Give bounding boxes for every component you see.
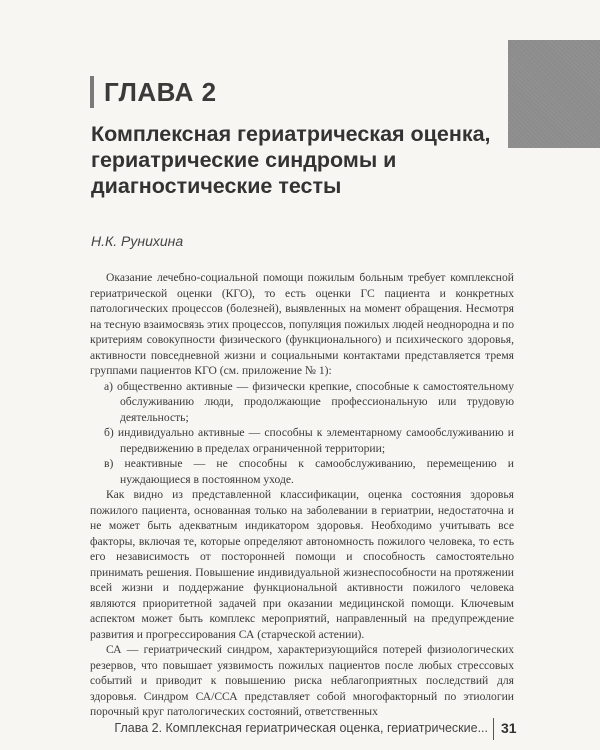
paragraph: Как видно из представленной классификации, оценка состояния здоровья пожилого пациента, основанная только на заболевании в гериатрии, недостаточна и не может быть адекватным индикатором здоровья. Необходимо учитывать все факторы, включая те, которые определяют автономность пожилого человека, то есть его независимость от посторонней помощи и способность самостоятельно принимать решения. Повышение индивидуальной жизнеспособности на протяжении всей жизни и поддержание функциональной активности пожилого человека являются приоритетной задачей при оказании медицинской помощи. Ключевым аспектом может быть комплекс мероприятий, направленный на предупреждение развития и прогрессирования СА (старческой астении). bbox=[90, 488, 514, 641]
author-name: Н.К. Рунихина bbox=[91, 233, 184, 249]
chapter-thumb-tab bbox=[508, 40, 600, 148]
list-item: б) индивидуально активные — способны к элементарному самообслуживанию и передвижению в пределах ограниченной территории; bbox=[104, 426, 514, 455]
list-item: а) общественно активные — физически крепкие, способные к самостоятельному обслуживанию люди, продолжающие профессиональную или трудовую деятельность; bbox=[104, 379, 514, 424]
chapter-title: Комплексная гериатрическая оценка, гериатрические синдромы и диагностические тесты bbox=[91, 122, 491, 198]
footer-divider bbox=[493, 718, 494, 740]
chapter-bar bbox=[90, 76, 94, 108]
paragraph: СА — гериатрический синдром, характеризующийся потерей физиологических резервов, что повышает уязвимость пожилых пациентов после любых стрессовых событий и приводит к повышению риска неблагоприятных последствий для здоровья. Синдром СА/ССА представляет собой многофакторный по этиологии порочный круг патологических состояний, ответственных bbox=[90, 643, 514, 718]
running-title: Глава 2. Комплексная гериатрическая оценка, гериатрические... bbox=[114, 721, 488, 735]
page-footer bbox=[0, 718, 600, 740]
list-item: в) неактивные — не способны к самообслуживанию, перемещению и нуждающиеся в постоянном уходе. bbox=[104, 457, 514, 486]
chapter-number: ГЛАВА 2 bbox=[104, 76, 217, 107]
paragraph: Оказание лечебно-социальной помощи пожилым больным требует комплексной гериатрической оценки (КГО), то есть оценки ГС пациента и конкретных патологических процессов (болезней), выявленных на момент обращения. Несмотря на тесную взаимосвязь этих процессов, популяция пожилых людей неоднородна и по критериям совокупности физического (функционального) и психического здоровья, активности повседневной жизни и социальными контактами представляется тремя группами пациентов КГО (см. приложение № 1): bbox=[90, 271, 514, 377]
page-number: 31 bbox=[501, 720, 517, 736]
body-text bbox=[90, 270, 514, 720]
chapter-label bbox=[90, 76, 217, 108]
